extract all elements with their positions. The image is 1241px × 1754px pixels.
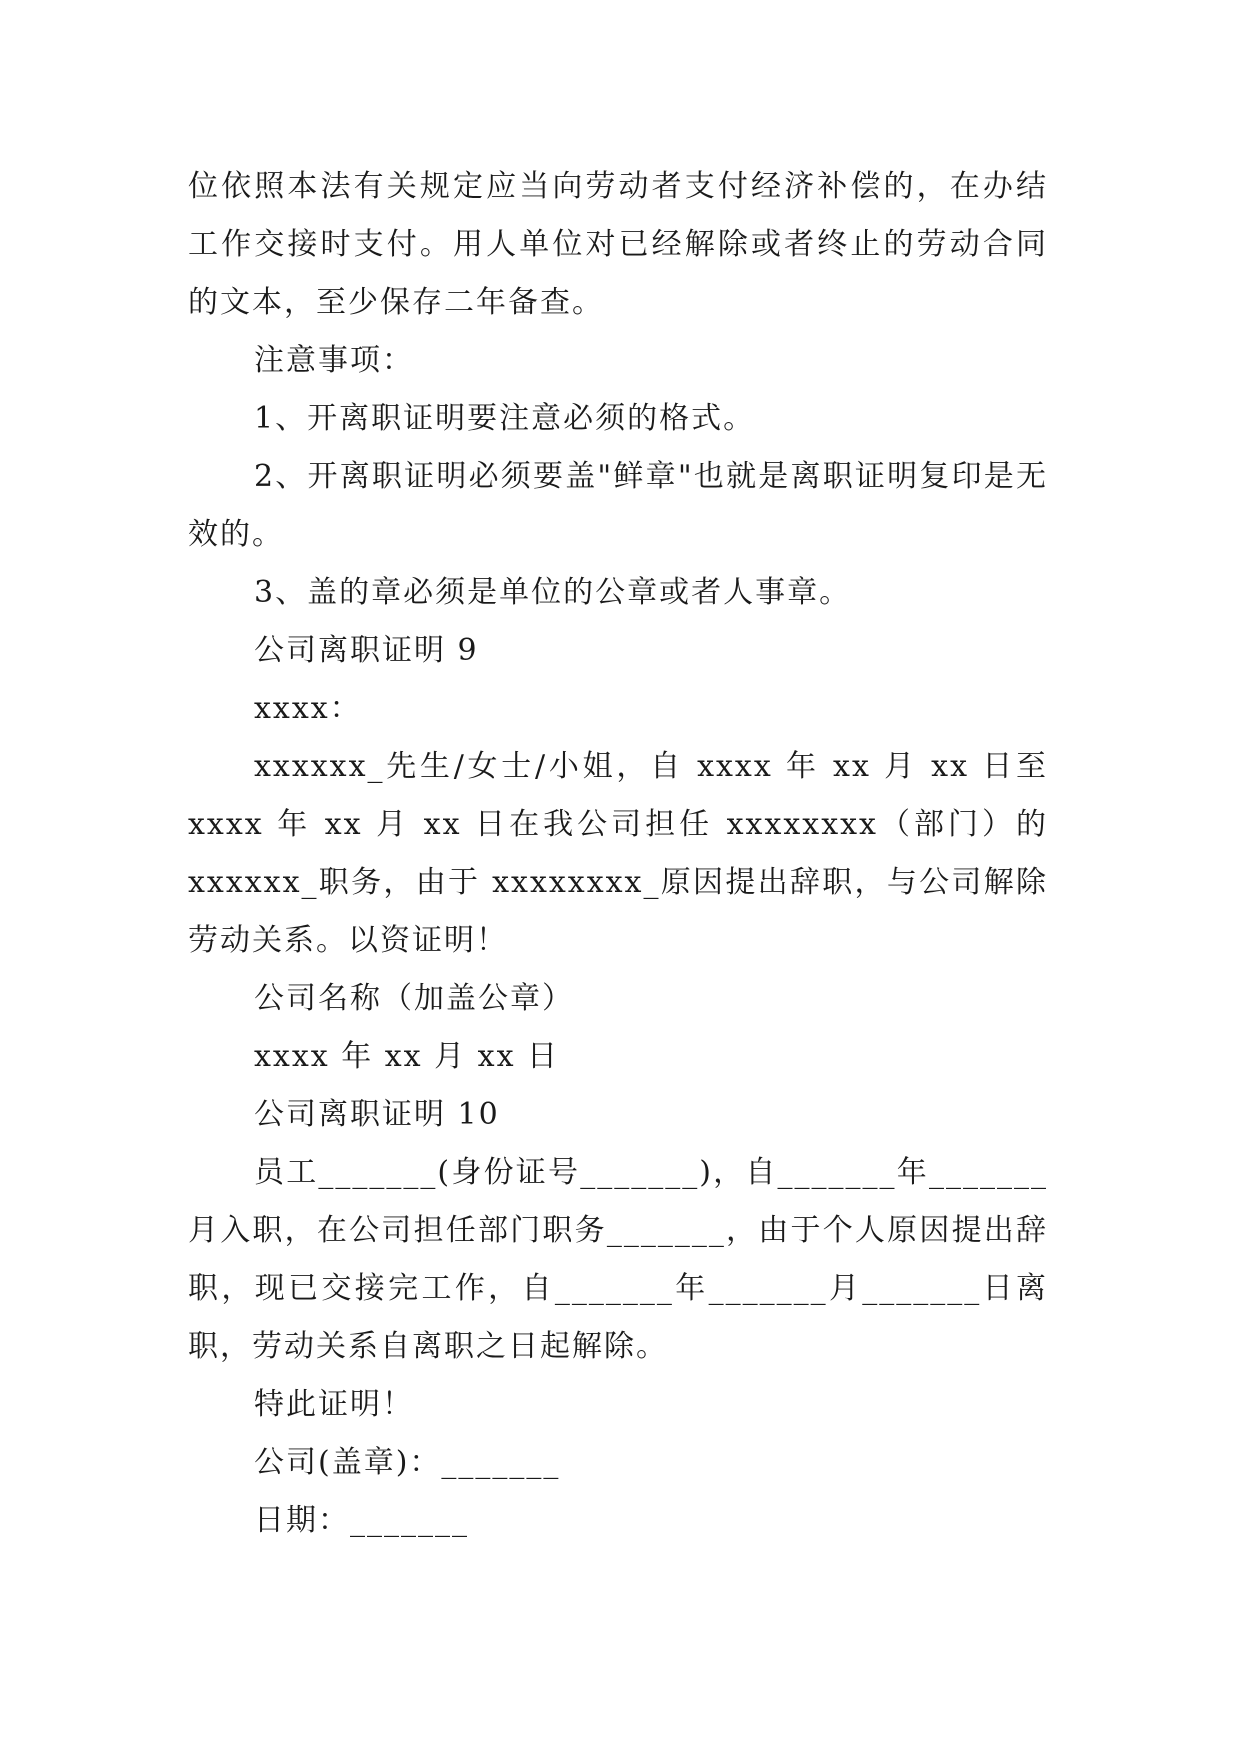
company-name-seal: 公司名称（加盖公章）: [254, 981, 574, 1016]
section-title-9: 公司离职证明 9: [254, 633, 479, 668]
date-line-9: xxxx 年 xx 月 xx 日: [254, 1039, 560, 1074]
date-line-10: 日期：_______: [254, 1503, 469, 1538]
company-seal-line: 公司(盖章)：_______: [254, 1445, 561, 1480]
note-item-3: 3、盖的章必须是单位的公章或者人事章。: [254, 575, 852, 610]
note-item-2: 2、开离职证明必须要盖"鲜章"也就是离职证明复印是无效的。: [188, 459, 1048, 552]
document-body: [188, 158, 1048, 1550]
section-title-10: 公司离职证明 10: [254, 1097, 500, 1132]
salutation: xxxx：: [254, 691, 362, 726]
certification-statement: 特此证明！: [254, 1387, 414, 1422]
note-item-1: 1、开离职证明要注意必须的格式。: [254, 401, 756, 436]
certificate-body-9: xxxxxx_先生/女士/小姐，自 xxxx 年 xx 月 xx 日至 xxxx 年 xx 月 xx 日在我公司担任 xxxxxxxx（部门）的 xxxxxx_职务，由于 xxxxxxxx_原因提出辞职，与公司解除劳动关系。以资证明！: [188, 749, 1048, 958]
paragraph-compensation: 位依照本法有关规定应当向劳动者支付经济补偿的，在办结工作交接时支付。用人单位对已经解除或者终止的劳动合同的文本，至少保存二年备查。: [188, 169, 1048, 320]
heading-notes: 注意事项：: [254, 343, 414, 378]
certificate-body-10: 员工_______(身份证号_______)，自_______年_______月入职，在公司担任部门职务_______，由于个人原因提出辞职，现已交接完工作，自_______年_______月_______日离职，劳动关系自离职之日起解除。: [188, 1155, 1048, 1364]
